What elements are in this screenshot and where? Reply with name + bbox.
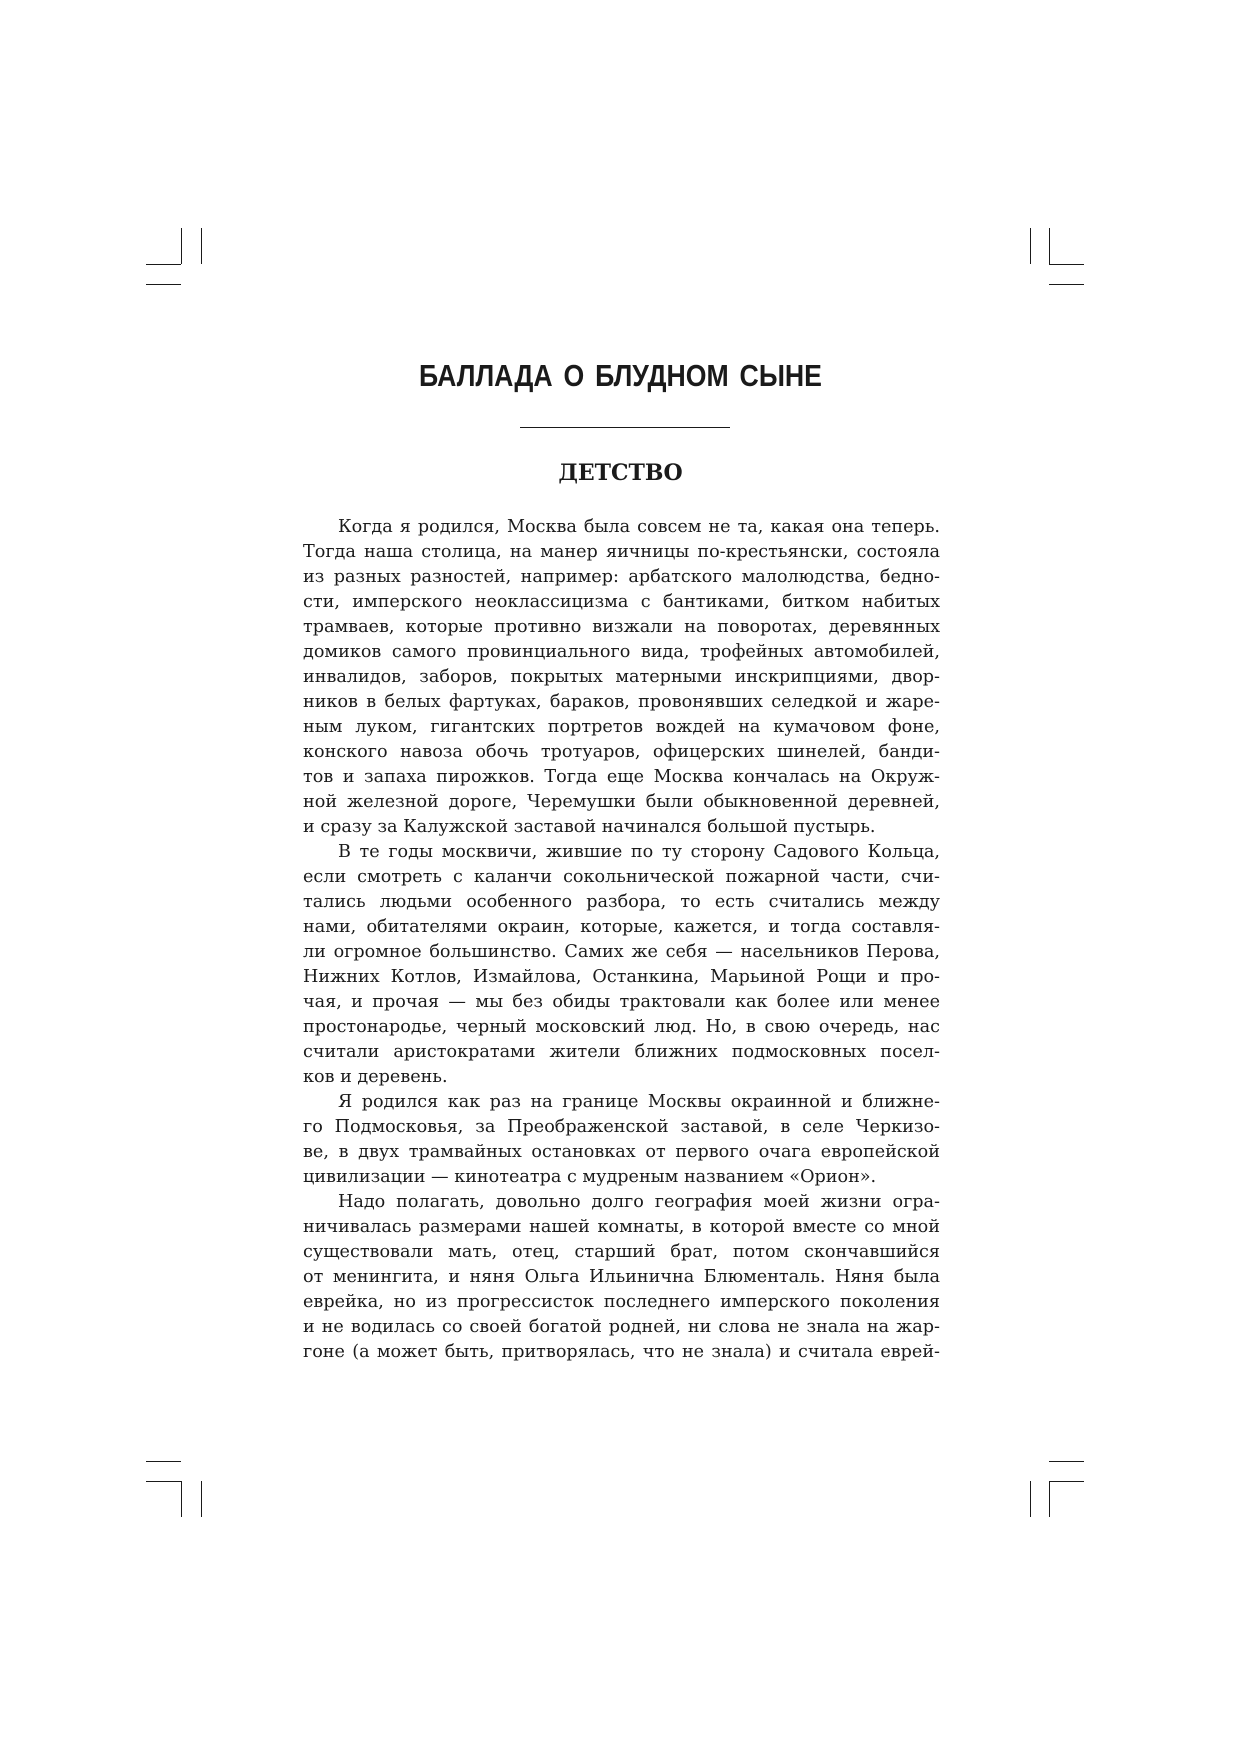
- paragraph: [303, 840, 940, 1090]
- text-line: простонародье, черный московский люд. Но, в свою очередь, нас: [303, 1017, 940, 1037]
- text-line: сти, имперского неоклассицизма с бантиками, битком набитых: [303, 592, 940, 612]
- text-line: ным луком, гигантских портретов вождей на кумачовом фоне,: [303, 717, 940, 737]
- paragraph: [303, 515, 940, 840]
- crop-mark: [1049, 1481, 1050, 1517]
- title-divider: [520, 427, 730, 428]
- crop-mark: [146, 264, 181, 265]
- text-line: трамваев, которые противно визжали на поворотах, деревянных: [303, 617, 940, 637]
- crop-mark: [1030, 228, 1031, 264]
- crop-mark: [146, 284, 181, 285]
- body-text: [303, 515, 940, 1365]
- text-line: ве, в двух трамвайных остановках от первого очага европейской: [303, 1142, 940, 1162]
- text-line: ников в белых фартуках, бараков, провонявших селедкой и жаре-: [303, 692, 940, 712]
- crop-mark: [201, 228, 202, 264]
- text-line: инвалидов, заборов, покрытых матерными инскрипциями, двор-: [303, 667, 940, 687]
- text-line: нами, обитателями окраин, которые, кажется, и тогда составля-: [303, 917, 940, 937]
- crop-mark: [181, 228, 182, 264]
- page-title: БАЛЛАДА О БЛУДНОМ СЫНЕ: [419, 358, 822, 393]
- text-line: цивилизации — кинотеатра с мудреным названием «Орион».: [303, 1167, 877, 1187]
- text-line: ной железной дороге, Черемушки были обыкновенной деревней,: [303, 792, 940, 812]
- crop-mark: [181, 1481, 182, 1517]
- text-line: Тогда наша столица, на манер яичницы по-крестьянски, состояла: [303, 542, 940, 562]
- crop-mark: [146, 1461, 181, 1462]
- text-line: тов и запаха пирожков. Тогда еще Москва кончалась на Окруж-: [303, 767, 940, 787]
- text-line: считали аристократами жители ближних подмосковных посел-: [303, 1042, 940, 1062]
- text-line: и сразу за Калужской заставой начинался большой пустырь.: [303, 817, 876, 837]
- text-line: если смотреть с каланчи сокольнической пожарной части, счи-: [303, 867, 940, 887]
- crop-mark: [1049, 1481, 1084, 1482]
- chapter-heading: ДЕТСТВО: [558, 460, 683, 486]
- paragraph: [303, 1090, 940, 1190]
- text-line: существовали мать, отец, старший брат, потом скончавшийся: [303, 1242, 940, 1262]
- text-line: Я родился как раз на границе Москвы окраинной и ближне-: [338, 1092, 940, 1112]
- crop-mark: [146, 1481, 181, 1482]
- crop-mark: [1030, 1481, 1031, 1517]
- text-line: Нижних Котлов, Измайлова, Останкина, Марьиной Рощи и про-: [303, 967, 940, 987]
- crop-mark: [1049, 1461, 1084, 1462]
- text-line: еврейка, но из прогрессисток последнего имперского поколения: [303, 1292, 940, 1312]
- text-line: го Подмосковья, за Преображенской заставой, в селе Черкизо-: [303, 1117, 940, 1137]
- text-line: ли огромное большинство. Самих же себя — насельников Перова,: [303, 942, 940, 962]
- crop-mark: [1049, 228, 1050, 264]
- text-line: домиков самого провинциального вида, трофейных автомобилей,: [303, 642, 940, 662]
- text-line: и не водилась со своей богатой родней, ни слова не знала на жар-: [303, 1317, 940, 1337]
- text-line: В те годы москвичи, жившие по ту сторону Садового Кольца,: [338, 842, 940, 862]
- text-line: Когда я родился, Москва была совсем не та, какая она теперь.: [338, 517, 940, 537]
- text-line: гоне (а может быть, притворялась, что не знала) и считала еврей-: [303, 1342, 940, 1362]
- text-line: Надо полагать, довольно долго география моей жизни огра-: [338, 1192, 940, 1212]
- text-line: тались людьми особенного разбора, то есть считались между: [303, 892, 940, 912]
- crop-mark: [1049, 284, 1084, 285]
- text-line: из разных разностей, например: арбатского малолюдства, бедно-: [303, 567, 940, 587]
- text-line: от менингита, и няня Ольга Ильинична Блюменталь. Няня была: [303, 1267, 940, 1287]
- text-line: ничивалась размерами нашей комнаты, в которой вместе со мной: [303, 1217, 940, 1237]
- text-line: конского навоза обочь тротуаров, офицерских шинелей, банди-: [303, 742, 940, 762]
- crop-mark: [201, 1481, 202, 1517]
- text-line: ков и деревень.: [303, 1067, 448, 1087]
- crop-mark: [1049, 264, 1084, 265]
- paragraph: [303, 1190, 940, 1365]
- text-line: чая, и прочая — мы без обиды трактовали как более или менее: [303, 992, 940, 1012]
